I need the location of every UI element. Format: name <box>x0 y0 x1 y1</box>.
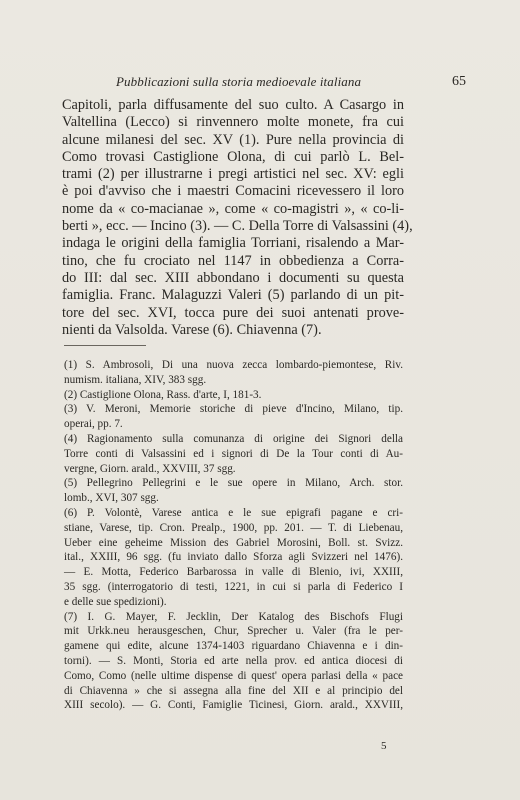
signature-mark: 5 <box>381 740 387 752</box>
body-line: tino, che fu crociato nel 1147 in obbedienza a Corra- <box>62 252 404 269</box>
body-line: è poi d'avviso che i maestri Comacini ricevessero il loro <box>62 183 404 200</box>
body-line: alcune milanesi del sec. XV (1). Pure nella provincia di <box>62 131 404 148</box>
footnote-line: (6) P. Volontè, Varese antica e le sue epigrafi pagane e cri- <box>64 506 403 519</box>
footnote-line: (2) Castiglione Olona, Rass. d'arte, I, 181-3. <box>64 388 262 401</box>
footnote-divider <box>64 345 146 346</box>
footnote-line: e delle sue spedizioni). <box>64 595 167 608</box>
footnote-line: (3) V. Meroni, Memorie storiche di pieve d'Incino, Milano, tip. <box>64 403 403 416</box>
footnote-line: XIII secolo). — G. Conti, Famiglie Ticinesi, Giorn. arald., XXVIII, <box>64 699 403 712</box>
body-text <box>62 97 413 339</box>
footnote-line: (7) I. G. Mayer, F. Jecklin, Der Katalog des Bischofs Flugi <box>64 610 403 623</box>
footnote-line: ital., XXIII, 96 sgg. (fu inviato dallo Sforza agli Svizzeri nel 1476). <box>64 551 403 564</box>
body-line: tore del sec. XVI, tocca pure dei suoi antenati prove- <box>62 304 404 321</box>
footnote-line: vergne, Giorn. arald., XXVIII, 37 sgg. <box>64 462 236 475</box>
body-line: famiglia. Franc. Malaguzzi Valeri (5) parlando di un pit- <box>62 287 404 304</box>
body-line: indaga le origini della famiglia Torriani, risalendo a Mar- <box>62 235 404 252</box>
footnote-line: 35 sgg. (interrogatorio di testi, 1221, in cui si parla di Federico I <box>64 580 403 593</box>
body-line: berti », ecc. — Incino (3). — C. Della Torre di Valsassini (4), <box>62 218 413 235</box>
body-line: do III: dal sec. XIII abbondano i documenti su questa <box>62 269 404 286</box>
footnote-line: Como, Como (nelle ultime dispense di quest' opera parlasi della « pace <box>64 669 403 682</box>
footnote-line: operai, pp. 7. <box>64 418 123 431</box>
body-line: Como trovasi Castiglione Olona, di cui parlò L. Bel- <box>62 148 404 165</box>
footnote-line: Torre conti di Valsassini ed i signori di De la Tour conti di Au- <box>64 447 403 460</box>
running-title: Pubblicazioni sulla storia medioevale italiana <box>116 74 362 89</box>
footnote-line: — E. Motta, Federico Barbarossa in valle di Blenio, ivi, XXIII, <box>64 566 403 579</box>
footnote-line: (1) S. Ambrosoli, Di una nuova zecca lombardo-piemontese, Riv. <box>64 359 403 371</box>
footnote-line: (4) Ragionamento sulla comunanza di origine dei Signori della <box>64 432 403 445</box>
footnote-line: lomb., XVI, 307 sgg. <box>64 492 159 505</box>
body-line: nienti da Valsolda. Varese (6). Chiavenna (7). <box>62 321 322 338</box>
footnote-line: torni). — S. Monti, Storia ed arte nella prov. ed antica diocesi di <box>64 654 403 667</box>
footnote-line: stiane, Varese, tip. Cron. Prealp., 1900, pp. 201. — T. di Liebenau, <box>64 521 403 534</box>
footnote-line: di Chiavenna » che si assegna alla fine del XII e al principio del <box>64 684 403 697</box>
footnote-line: gamene qui edite, alcune 1374-1403 riguardano Chiavenna e i din- <box>64 640 403 653</box>
footnote-line: (5) Pellegrino Pellegrini e le sue opere in Milano, Arch. stor. <box>64 477 403 490</box>
body-line: nome da « co-macianae », come « co-magistri », « co-li- <box>62 200 404 217</box>
page-header <box>58 74 466 94</box>
footnote-line: numism. italiana, XIV, 383 sgg. <box>64 373 207 386</box>
footnote-line: mit Urkk.neu herausgeschen, Chur, Sprecher u. Valer (fra le per- <box>64 625 403 638</box>
page-number: 65 <box>452 74 466 89</box>
body-line: Valtellina (Lecco) si rinvennero molte monete, fra cui <box>62 114 404 131</box>
body-line: trami (2) per illustrarne i pregi artistici nel sec. XV: egli <box>62 166 404 183</box>
body-line: Capitoli, parla diffusamente del suo culto. A Casargo in <box>62 97 404 113</box>
footnotes <box>64 358 403 713</box>
footnote-line: Ueber eine geheime Mission des Gabriel Morosini, Boll. st. Svizz. <box>64 536 403 549</box>
